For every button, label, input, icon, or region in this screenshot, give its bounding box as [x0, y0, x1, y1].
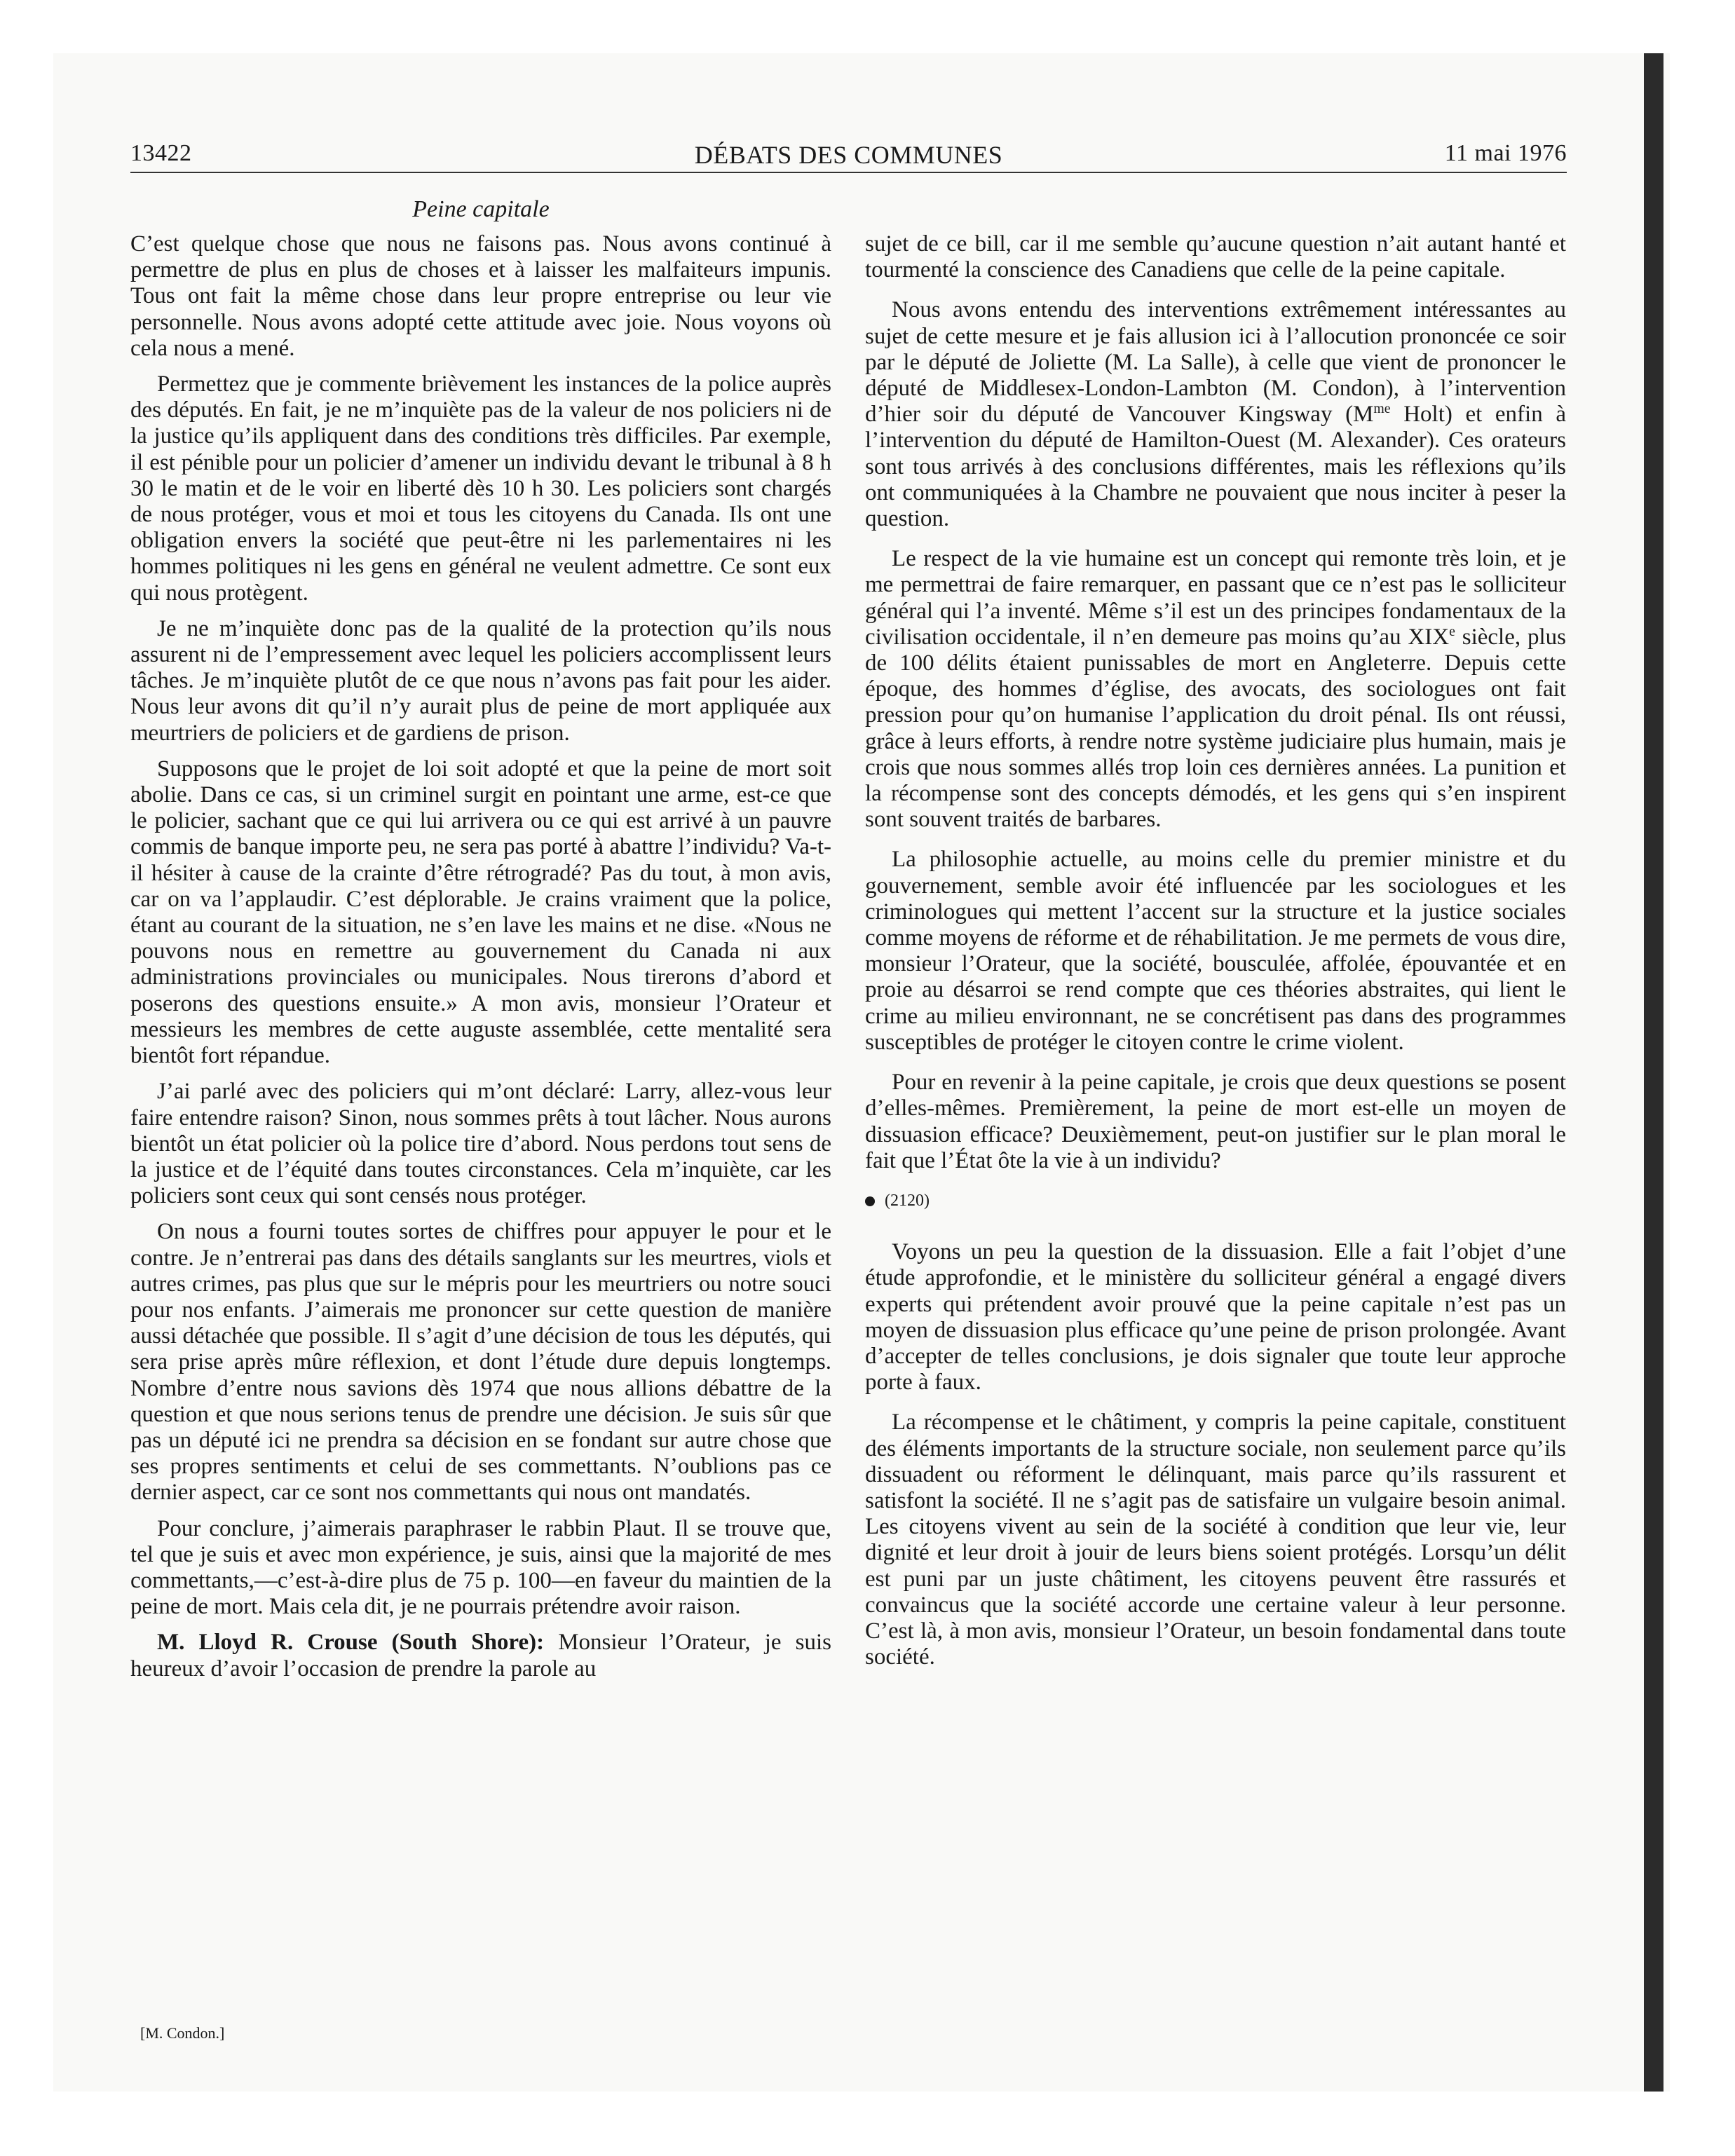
speaker-name: M. Lloyd R. Crouse (South Shore): — [157, 1630, 545, 1656]
paragraph: Pour en revenir à la peine capitale, je crois que deux questions se posent d’elles-mêmes. Premièrement, la peine de mort est-elle un moyen de dissuasion efficace? Deuxièmement, peut-on justifier sur le plan moral le fait que l’État ôte la vie à un individu? — [865, 1070, 1566, 1173]
paragraph-text: Le respect de la vie humaine est un concept qui remonte très loin, et je me permettrai de faire remarquer, en passant que ce n’est pas le solliciteur général qui l’a inventé. Même s’il est un des principes fondamentaux de la civilisation occidentale, il n’en demeure pas moins qu’au XIX — [865, 546, 1566, 650]
paragraph — [865, 546, 1566, 833]
page-number: 13422 — [130, 140, 192, 166]
paragraph: sujet de ce bill, car il me semble qu’aucune question n’ait autant hanté et tourmenté la conscience des Canadiens que celle de la peine capitale. — [865, 231, 1566, 283]
paragraph: Voyons un peu la question de la dissuasion. Elle a fait l’objet d’une étude approfondie, et le ministère du solliciteur général a engagé divers experts qui prétendent avoir prouvé que la peine capitale n’est pas un moyen de dissuasion plus efficace qu’une peine de prison prolongée. Avant d’accepter de telles conclusions, je dois signaler que toute leur approche porte à faux. — [865, 1239, 1566, 1396]
superscript: e — [1449, 623, 1455, 639]
paragraph: C’est quelque chose que nous ne faisons pas. Nous avons continué à permettre de plus en plus de choses et à laisser les malfaiteurs impunis. Tous ont fait la même chose dans leur propre entreprise ou leur vie personnelle. Nous avons adopté cette attitude avec joie. Nous voyons où cela nous a mené. — [130, 231, 831, 361]
left-column — [130, 231, 831, 1692]
speaker-text: Monsieur l’Orateur, je suis heureux d’avoir l’occasion de prendre la parole au — [130, 1630, 831, 1681]
bullet-dot-icon — [865, 1196, 875, 1206]
paragraph — [865, 297, 1566, 532]
superscript: me — [1373, 401, 1391, 417]
paragraph: La récompense et le châtiment, y compris la peine capitale, constituent des éléments importants de la structure sociale, non seulement parce qu’ils dissuadent ou réforment le délinquant, mais parce qu’ils rassurent et satisfont la société. Il ne s’agit pas de satisfaire un vulgaire besoin animal. Les citoyens vivent au sein de la société à condition que leur vie, leur dignité et leur droit à jouir de leurs biens soient protégés. Lorsqu’un délit est puni par un juste châtiment, les citoyens peuvent être rassurés et convaincus que la société accorde une certaine valeur à leur personne. C’est là, à mon avis, monsieur l’Orateur, un besoin fondamental dans toute société. — [865, 1410, 1566, 1670]
paragraph-text: Nous avons entendu des interventions extrêmement intéressantes au sujet de cette mesure et je fais allusion ici à l’allocution prononcée ce soir par le député de Joliette (M. La Salle), à celle que vient de prononcer le député de Middlesex-London-Lambton (M. Condon), à l’intervention d’hier soir du député de Vancouver Kingsway (M — [865, 297, 1566, 428]
time-marker — [865, 1188, 1566, 1214]
scan-edge-shadow — [1644, 53, 1663, 2092]
paragraph: Pour conclure, j’aimerais paraphraser le rabbin Plaut. Il se trouve que, tel que je suis et avec mon expérience, je suis, ainsi que la majorité de mes commettants,—c’est-à-dire plus de 75 p. 100—en faveur du maintien de la peine de mort. Mais cela dit, je ne pourrais prétendre avoir raison. — [130, 1515, 831, 1620]
paragraph: Je ne m’inquiète donc pas de la qualité de la protection qu’ils nous assurent ni de l’empressement avec lequel les policiers accomplissent leurs tâches. Je m’inquiète plutôt de ce que nous n’avons pas fait pour les aider. Nous leur avons dit qu’il n’y aurait plus de peine de mort appliquée aux meurtriers de policiers et de gardiens de prison. — [130, 615, 831, 746]
header-rule — [130, 172, 1567, 173]
section-title: Peine capitale — [412, 196, 550, 222]
paragraph: Permettez que je commente brièvement les instances de la police auprès des députés. En fait, je ne m’inquiète pas de la valeur de nos policiers ni de la justice qu’ils appliquent dans des conditions très difficiles. Par exemple, il est pénible pour un policier d’amener un individu devant le tribunal à 8 h 30 le matin et de le voir en liberté dès 10 h 30. Les policiers sont chargés de nous protéger, vous et moi et tous les citoyens du Canada. Ils ont une obligation envers la société que peut-être ni les parlementaires ni les hommes politiques ni les gens en général ne veulent admettre. Ce sont eux qui nous protègent. — [130, 371, 831, 606]
paragraph-text: siècle, plus de 100 délits étaient punissables de mort en Angleterre. Depuis cette époque, des hommes d’église, des avocats, des sociologues ont fait pression pour qu’on humanise l’application du droit pénal. Ils ont réussi, grâce à leurs efforts, à rendre notre système judiciaire plus humain, mais je crois que nous sommes allés trop loin ces dernières années. La punition et la récompense sont des concepts démodés, et les gens qui s’en inspirent sont souvent traités de barbares. — [865, 624, 1566, 833]
paragraph: J’ai parlé avec des policiers qui m’ont déclaré: Larry, allez-vous leur faire entendre raison? Sinon, nous sommes prêts à tout lâcher. Nous aurons bientôt un état policier où la police tire d’abord. Nous perdons tout sens de la justice et de l’équité dans toutes circonstances. Cela m’inquiète, car les policiers sont ceux qui sont censés nous protéger. — [130, 1079, 831, 1209]
speaker-paragraph — [130, 1630, 831, 1681]
paragraph: La philosophie actuelle, au moins celle du premier ministre et du gouvernement, semble avoir été influencée par les sociologues et les criminologues qui mettent l’accent sur la structure et la justice sociales comme moyens de réforme et de réhabilitation. Je me permets de vous dire, monsieur l’Orateur, que la société, bousculée, affolée, épouvantée et en proie au désarroi se rend compte que ces théories abstraites, qui lient le crime au milieu environnant, ne se concrétisent pas dans des programmes susceptibles de protéger le citoyen contre le crime violent. — [865, 847, 1566, 1055]
journal-title: DÉBATS DES COMMUNES — [694, 141, 1003, 169]
issue-date: 11 mai 1976 — [1444, 140, 1567, 166]
footer-speaker-note: [M. Condon.] — [140, 2024, 225, 2042]
paragraph: Supposons que le projet de loi soit adopté et que la peine de mort soit abolie. Dans ce cas, si un criminel surgit en pointant une arme, est-ce que le policier, sachant que ce qui lui arrivera ou ce qui est arrivé à un pauvre commis de banque importe peu, ne sera pas porté à abattre l’individu? Va-t-il hésiter à cause de la crainte d’être rétrogradé? Pas du tout, à mon avis, car on va l’applaudir. C’est déplorable. Je crains vraiment que la police, étant au courant de la situation, ne s’en lave les mains et ne dise. «Nous ne pouvons nous en remettre au gouvernement du Canada ni aux administrations provinciales ou municipales. Nous tirerons d’abord et poserons des questions ensuite.» A mon avis, monsieur l’Orateur et messieurs les membres de cette auguste assemblée, cette mentalité sera bientôt fort répandue. — [130, 756, 831, 1069]
time-marker-label: (2120) — [885, 1191, 930, 1210]
paragraph-text: Holt) et enfin à l’intervention du député de Hamilton-Ouest (M. Alexander). Ces orateurs sont tous arrivés à des conclusions différentes, mais les réflexions qu’ils ont communiquées à la Chambre ne pouvaient que nous inciter à peser la question. — [865, 402, 1566, 532]
paragraph: On nous a fourni toutes sortes de chiffres pour appuyer le pour et le contre. Je n’entrerai pas dans des détails sanglants sur les meurtres, viols et autres crimes, pas plus que sur le mépris pour les meurtriers ou notre souci pour nos enfants. J’aimerais me prononcer sur cette question de manière aussi détachée que possible. Il s’agit d’une décision de tous les députés, qui sera prise après mûre réflexion, et dont l’étude dure depuis longtemps. Nombre d’entre nous savions dès 1974 que nous allions débattre de la question et que nous serions tenus de prendre une décision. Je suis sûr que pas un député ici ne prendra sa décision en se fondant sur autre chose que ses propres sentiments et celui de ses commettants. N’oublions pas ce dernier aspect, car ce sont nos commettants qui nous ont mandatés. — [130, 1219, 831, 1506]
right-column — [865, 231, 1566, 1684]
page-header — [130, 140, 1567, 175]
